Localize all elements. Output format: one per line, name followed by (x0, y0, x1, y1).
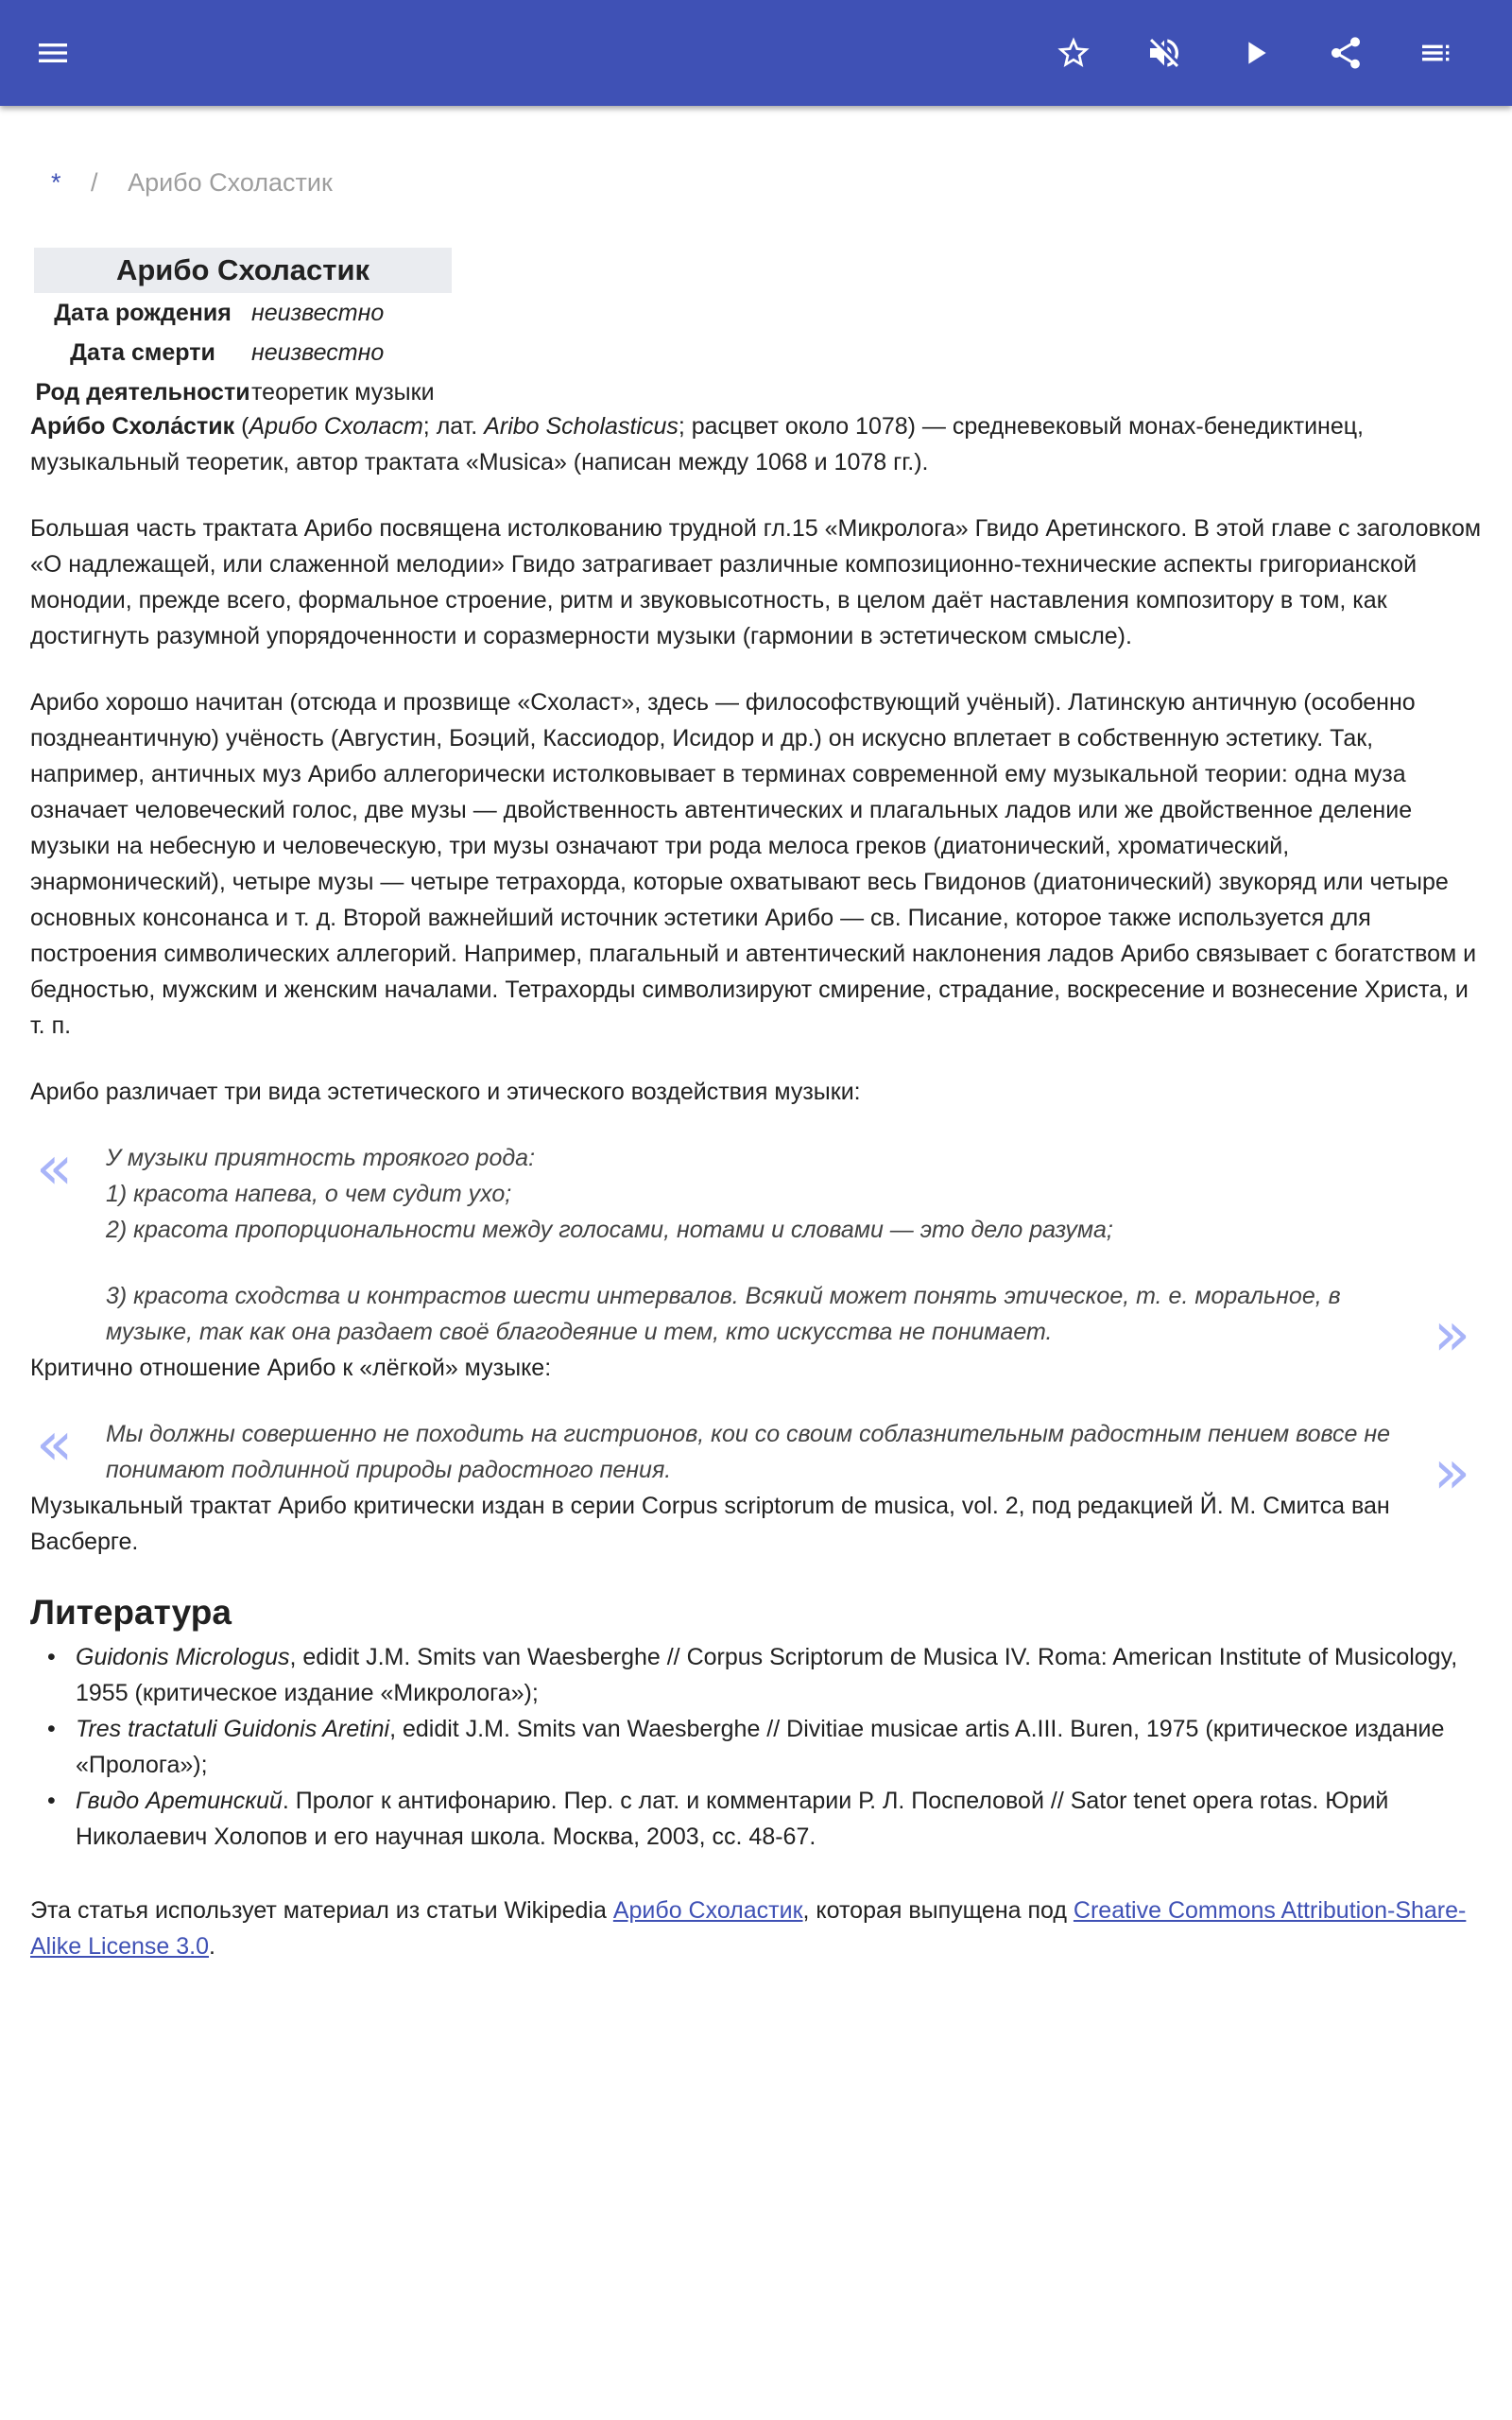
article-subject-name: Ари́бо Схола́стик (30, 413, 235, 440)
volume-off-icon (1145, 34, 1183, 72)
infobox-label: Дата рождения (54, 300, 232, 326)
breadcrumb (51, 166, 333, 199)
infobox-row-death (34, 333, 452, 372)
open-quote-icon: « (36, 1133, 74, 1203)
share-icon (1327, 34, 1365, 72)
infobox-label: Дата смерти (70, 339, 215, 366)
blockquote: « Мы должны совершенно не походить на гистрионов, кои со своим соблазнительным радостным пением вовсе не понимают подлинной природы радостного пения. » (36, 1409, 1470, 1508)
app-bar (0, 0, 1512, 106)
reference-item: • Гвидо Аретинский. Пролог к антифонарию. Пер. с лат. и комментарии Р. Л. Поспеловой // Sator tenet opera rotas. Юрий Николаевич Холопов и его научная школа. Москва, 2003, сс. 48-67. (76, 1783, 1482, 1855)
contents-button[interactable] (1410, 26, 1463, 79)
reference-list (30, 1639, 1482, 1855)
infobox (34, 248, 452, 412)
play-icon (1236, 34, 1274, 72)
paragraph: Арибо различает три вида эстетического и этического воздействия музыки: (30, 1079, 861, 1105)
close-quote-icon: » (1433, 1300, 1470, 1370)
blockquote: « У музыки приятность троякого рода: 1) красота напева, о чем судит ухо; 2) красота пропорциональности между голосами, нотами и словами — это дело разума; 3) красота сходства и контрастов шести интервалов. Всякий может понять этическое, т. е. моральное, в музыке, так как она раздает своё благодеяние и тем, кто искусства не понимает. » (36, 1133, 1470, 1370)
wikipedia-article-link[interactable]: Арибо Схоластик (612, 1897, 803, 1924)
license-link[interactable]: Creative Commons Attribution-Share-Alike License 3.0 (30, 1897, 1467, 1960)
infobox-row-birth (34, 293, 452, 333)
paragraph: Критично отношение Арибо к «лёгкой» музыке: (30, 1355, 552, 1381)
section-heading-literature: Литература (30, 1593, 232, 1632)
infobox-value: неизвестно (251, 300, 385, 326)
close-quote-icon: » (1433, 1438, 1470, 1508)
infobox-label: Род деятельности (35, 379, 250, 406)
breadcrumb-separator: / (91, 168, 98, 197)
reference-item: • Guidonis Micrologus, edidit J.M. Smits van Waesberghe // Corpus Scriptorum de Musica IV. Roma: American Institute of Musicology, 1955 (критическое издание «Микролога»); (76, 1639, 1482, 1711)
share-button[interactable] (1319, 26, 1372, 79)
infobox-title: Арибо Схоластик (34, 248, 452, 293)
paragraph: Большая часть трактата Арибо посвящена истолкованию трудной гл.15 «Микролога» Гвидо Аретинского. В этой главе с заголовком «О надлежащей, или слаженной мелодии» Гвидо затрагивает различные композиционно-технические аспекты григорианской монодии, прежде всего, формальное строение, ритм и звуковысотность, в целом даёт наставления композитору в том, как достигнуть разумной упорядоченности и соразмерности музыки (гармонии в эстетическом смысле). (30, 515, 1482, 649)
paragraph: Арибо хорошо начитан (отсюда и прозвище «Схоласт», здесь — философствующий учёный). Латинскую античную (особенно позднеантичную) учёность (Августин, Боэций, Кассиодор, Исидор и др.) он искусно вплетает в собственную эстетику. Так, например, античных муз Арибо аллегорически истолковывает в терминах современной ему музыкальной теории: одна муза означает человеческий голос, две музы — двойственность автентических и плагальных ладов или же двойственное деление музыки на небесную и человеческую, три музы означают три рода мелоса греков (диатонический, хроматический, энармонический), четыре музы — четыре тетрахорда, которые охватывают весь Гвидонов (диатонический) звукоряд или четыре основных консонанса и т. д. Второй важнейший источник эстетики Арибо — св. Писание, которое также используется для построения символических аллегорий. Например, плагальный и автентический наклонения ладов Арибо связывает с богатством и бедностью, мужским и женским началами. Тетрахорды символизируют смирение, страдание, воскресение и вознесение Христа, и т. п. (30, 689, 1477, 1039)
reference-item: • Tres tractatuli Guidonis Aretini, edidit J.M. Smits van Waesberghe // Divitiae musicae artis A.III. Buren, 1975 (критическое издание «Пролога»); (76, 1711, 1482, 1783)
infobox-row-occupation (34, 372, 452, 412)
attribution-footer: Эта статья использует материал из статьи Wikipedia Арибо Схоластик, которая выпущена под Creative Commons Attribution-Share-Alike License 3.0. (30, 1897, 1467, 1960)
open-quote-icon: « (36, 1409, 74, 1479)
breadcrumb-current: Арибо Схоластик (128, 168, 333, 197)
mute-button[interactable] (1138, 26, 1191, 79)
breadcrumb-home-link[interactable]: * (51, 168, 61, 197)
playlist-icon (1418, 34, 1455, 72)
infobox-value: неизвестно (251, 339, 385, 366)
paragraph: Музыкальный трактат Арибо критически издан в серии Corpus scriptorum de musica, vol. 2, под редакцией Й. М. Смитса ван Васберге. (30, 1493, 1390, 1555)
bookmark-button[interactable] (1047, 26, 1100, 79)
play-button[interactable] (1228, 26, 1281, 79)
article-body (30, 408, 1482, 1995)
menu-button[interactable] (26, 26, 79, 79)
infobox-value: теоретик музыки (251, 379, 435, 406)
star-outline-icon (1055, 34, 1092, 72)
menu-icon (34, 34, 72, 72)
intro-paragraph: Ари́бо Схола́стик (Арибо Схоласт; лат. Aribo Scholasticus; расцвет около 1078) — средневековый монах-бенедиктинец, музыкальный теоретик, автор трактата «Musica» (написан между 1068 и 1078 гг.). (30, 413, 1365, 475)
